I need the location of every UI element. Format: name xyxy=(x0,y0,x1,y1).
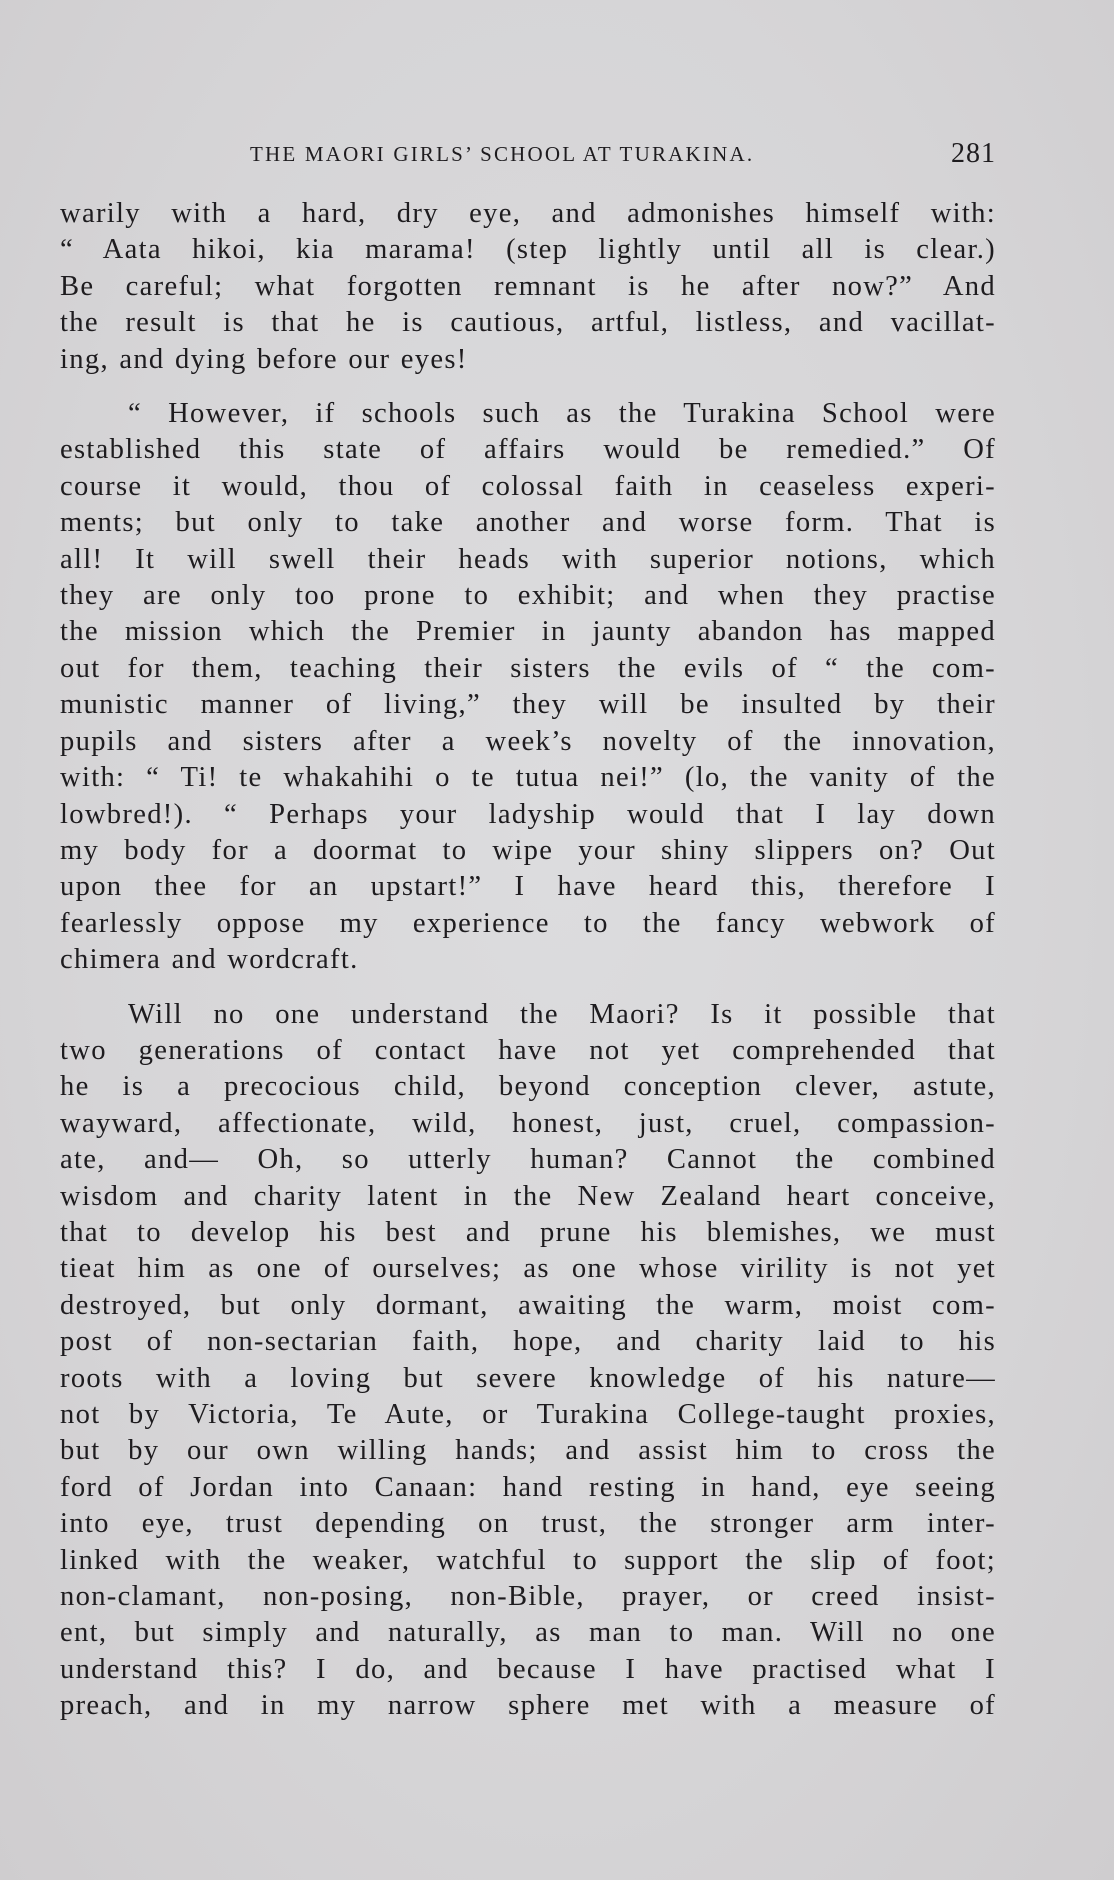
text-line: warily with a hard, dry eye, and admonishes himself with: xyxy=(60,198,996,229)
text-line: preach, and in my narrow sphere met with a measure of xyxy=(60,1690,996,1722)
paragraph-1 xyxy=(60,196,996,378)
text-line: into eye, trust depending on trust, the stronger arm inter- xyxy=(60,1508,996,1540)
text-line: established this state of affairs would be remedied.” Of xyxy=(60,434,996,466)
text-line: wisdom and charity latent in the New Zealand heart conceive, xyxy=(60,1180,996,1212)
text-line: tieat him as one of ourselves; as one whose virility is not yet xyxy=(60,1253,996,1285)
text-line: my body for a doormat to wipe your shiny slippers on? Out xyxy=(60,834,996,866)
text-line: not by Victoria, Te Aute, or Turakina College-taught proxies, xyxy=(60,1399,996,1430)
text-line: destroyed, but only dormant, awaiting the warm, moist com- xyxy=(60,1289,996,1321)
text-line: roots with a loving but severe knowledge of his nature— xyxy=(60,1362,996,1394)
text-line: non-clamant, non-posing, non-Bible, prayer, or creed insist- xyxy=(60,1581,996,1613)
text-line: lowbred!). “ Perhaps your ladyship would that I lay down xyxy=(60,798,996,830)
text-line: that to develop his best and prune his blemishes, we must xyxy=(60,1216,996,1248)
text-line: ing, and dying before our eyes! xyxy=(60,343,468,375)
text-line: ent, but simply and naturally, as man to man. Will no one xyxy=(60,1617,996,1649)
page-number: 281 xyxy=(951,138,996,169)
text-line: ate, and— Oh, so utterly human? Cannot the combined xyxy=(60,1144,996,1176)
text-line: with: “ Ti! te whakahihi o te tutua nei!” (lo, the vanity of the xyxy=(60,762,996,794)
text-line: “ Aata hikoi, kia marama! (step lightly until all is clear.) xyxy=(60,234,996,266)
running-head xyxy=(60,138,996,174)
text-line: ments; but only to take another and worse form. That is xyxy=(60,507,996,539)
text-line: he is a precocious child, beyond conception clever, astute, xyxy=(60,1071,996,1103)
text-line: ford of Jordan into Canaan: hand resting in hand, eye seeing xyxy=(60,1471,996,1503)
text-line: fearlessly oppose my experience to the fancy webwork of xyxy=(60,907,996,939)
text-line: chimera and wordcraft. xyxy=(60,944,359,976)
text-line: wayward, affectionate, wild, honest, just, cruel, compassion- xyxy=(60,1107,996,1139)
text-line: course it would, thou of colossal faith in ceaseless experi- xyxy=(60,470,996,502)
text-line: upon thee for an upstart!” I have heard this, therefore I xyxy=(60,871,996,903)
text-line: but by our own willing hands; and assist him to cross the xyxy=(60,1435,996,1467)
text-line: two generations of contact have not yet comprehended that xyxy=(60,1034,996,1066)
text-line: “ However, if schools such as the Turakina School were xyxy=(128,398,996,430)
text-line: all! It will swell their heads with superior notions, which xyxy=(60,543,996,575)
running-title: THE MAORI GIRLS’ SCHOOL AT TURAKINA. xyxy=(250,142,755,166)
text-line: Be careful; what forgotten remnant is he after now?” And xyxy=(60,270,996,302)
text-line: munistic manner of living,” they will be insulted by their xyxy=(60,689,996,721)
text-line: understand this? I do, and because I have practised what I xyxy=(60,1653,996,1685)
text-line: linked with the weaker, watchful to support the slip of foot; xyxy=(60,1544,996,1576)
body-text xyxy=(60,196,996,1743)
paragraph-2 xyxy=(60,396,996,979)
text-line: pupils and sisters after a week’s novelty of the innovation, xyxy=(60,725,996,757)
text-line: Will no one understand the Maori? Is it possible that xyxy=(128,998,996,1030)
text-line: out for them, teaching their sisters the evils of “ the com- xyxy=(60,652,996,684)
text-line: the mission which the Premier in jaunty abandon has mapped xyxy=(60,616,996,648)
paragraph-3 xyxy=(60,997,996,1725)
text-line: the result is that he is cautious, artful, listless, and vacillat- xyxy=(60,307,996,339)
text-line: they are only too prone to exhibit; and when they practise xyxy=(60,580,996,612)
text-line: post of non-sectarian faith, hope, and charity laid to his xyxy=(60,1326,996,1358)
